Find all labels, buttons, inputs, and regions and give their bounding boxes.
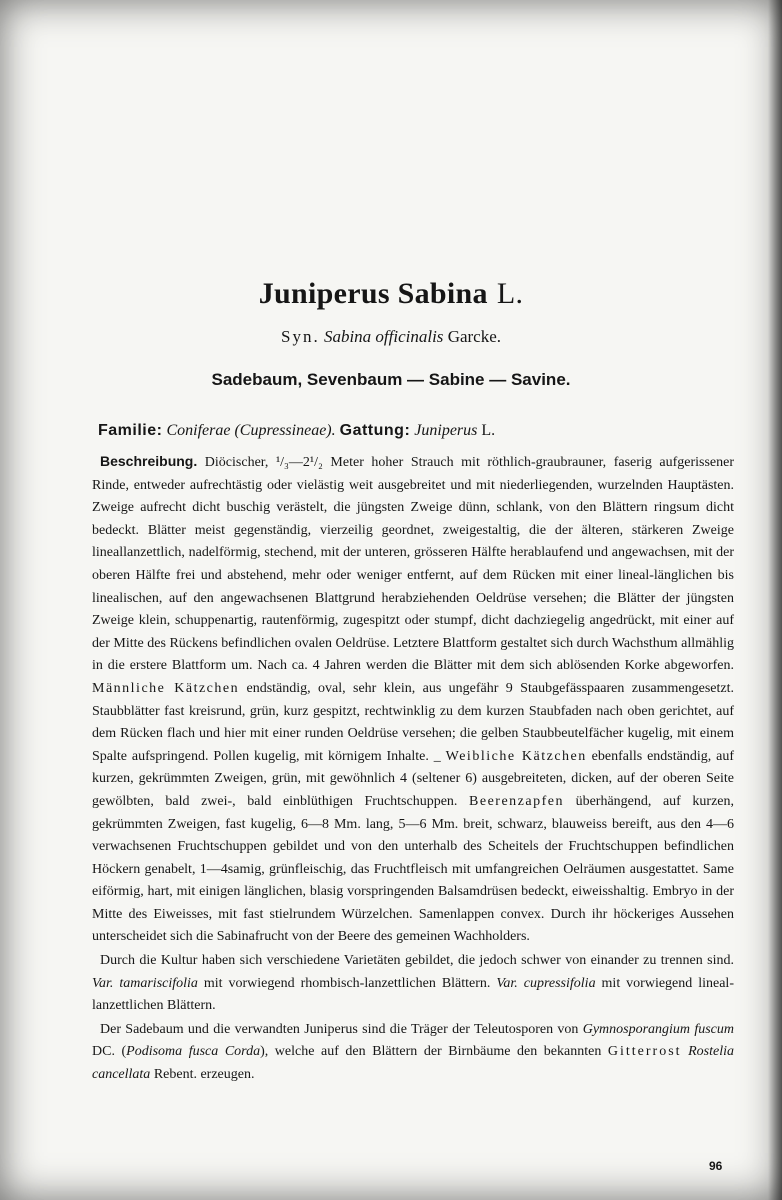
synonym-name: Sabina officinalis <box>323 327 444 346</box>
description-segment: Diöcischer, ¹/₃—2¹/₂ Meter hoher Strauch mit röthlich-graubrauner, faserig aufgerissener Rinde, entweder aufrechtästig oder vielästig weit ausgebreitet und mit niederliegenden, wurzelnden Hauptästen. Zweige aufrecht dicht buschig verästelt, die jüngsten Zweige dünn, schlank, von den Blättern ringsum dicht bedeckt. Blätter meist gegenständig, vierzeilig geordnet, zweigestaltig, die der älteren, stärkeren Zweige lineallanzettlich, nadelförmig, stechend, mit der unteren, grösseren Hälfte herablaufend und angewachsen, mit der oberen Hälfte frei und abstehend, mehr oder weniger entfernt, auf dem Rücken mit einer lineal-länglichen bis linealischen, auf den angewachsenen Blattgrund herabziehenden Oeldrüse versehen; die Blätter der jüngsten Zweige klein, schuppenartig, rautenförmig, zugespitzt oder stumpf, dicht dachziegelig angedrückt, mit einer auf der Mitte des Rückens befindlichen ovalen Oeldrüse. Letztere Blattform gestaltet sich durch Wachsthum allmählig in die erstere Blattform um. Nach ca. 4 Jahren werden die Blätter mit dem sich ablösenden Korke abgeworfen. <box>92 455 734 674</box>
variety-cupressifolia: Var. cupressifolia <box>496 975 596 991</box>
parasites-segment: ), welche auf den Blättern der Birnbäume den bekannten <box>260 1044 608 1060</box>
term-berry-cones: Beerenzapfen <box>469 793 564 809</box>
species-podisoma: Podisoma fusca Corda <box>126 1044 261 1060</box>
description-segment: ebenfalls endständig, auf kurzen, gekrümmten Zweigen, grün, mit gewöhnlich 4 (seltener 6) ausgebreiteten, dicken, auf der oberen Seite gewölbten, bald zwei-, bald einblüthigen Fruchtschuppen. <box>92 748 734 809</box>
term-male-catkins: Männliche Kätzchen <box>92 680 240 696</box>
variety-tamariscifolia: Var. tamariscifolia <box>92 975 198 991</box>
species-gymnosporangium: Gymnosporangium fuscum <box>582 1021 734 1037</box>
varieties-segment: mit vorwiegend lineal-lanzettlichen Blättern. <box>92 975 734 1014</box>
family-value: Coniferae (Cupressineae). <box>166 422 336 439</box>
synonym-line <box>0 327 782 347</box>
parasites-segment: Rebent. erzeugen. <box>150 1067 255 1083</box>
page-edge-shadow <box>768 0 782 1200</box>
term-gitterrost: Gitterrost <box>607 1044 682 1060</box>
title-species: Juniperus Sabina <box>258 277 488 310</box>
description-paragraph <box>92 450 734 949</box>
species-rostelia: Rostelia cancellata <box>92 1044 734 1083</box>
term-female-catkins: Weibliche Kätzchen <box>445 748 587 764</box>
parasites-segment: DC. ( <box>92 1044 127 1060</box>
varieties-segment: Durch die Kultur haben sich verschiedene Varietäten gebildet, die jedoch schwer von einander zu trennen sind. <box>100 953 734 969</box>
common-names: Sadebaum, Sevenbaum — Sabine — Savine. <box>211 370 571 389</box>
page-title <box>0 277 782 311</box>
parasites-paragraph <box>92 1019 734 1087</box>
classification-line <box>98 422 495 440</box>
description-lead: Beschreibung. <box>100 453 198 469</box>
genus-value: Juniperus <box>414 422 478 439</box>
parasites-segment: Der Sadebaum und die verwandten Juniperus sind die Träger der Teleutosporen von <box>100 1021 583 1037</box>
description-segment: endständig, oval, sehr klein, aus ungefähr 9 Staubgefässpaaren zusammengesetzt. Staubblätter fast kreisrund, grün, kurz gespitzt, rechtwinklig zu dem kurzen Staubfaden nach oben gerichtet, auf dem Rücken flach und hier mit einer runden Oeldrüse versehen; die gelben Staubbeutelfächer kugelig, mit einem Spalte aufspringend. Pollen kugelig, mit körnigem Inhalte. _ <box>92 680 734 764</box>
description-segment: überhängend, auf kurzen, gekrümmten Zweigen, fast kugelig, 6—8 Mm. lang, 5—6 Mm. breit, schwarz, blauweiss bereift, aus den 4—6 verwachsenen Fruchtschuppen gebildet und von den unterhalb des Scheitels der Fruchtschuppen befindlichen Höckern genabelt, 1—4samig, grünfleischig, das Fruchtfleisch mit umfangreichen Oelräumen ausgestattet. Same eiförmig, hart, mit einigen länglichen, blasig vorspringenden Balsamdrüsen bedeckt, eiweisshaltig. Embryo in der Mitte des Eiweisses, mit fast stielrundem Würzelchen. Samenlappen convex. Durch ihr höckeriges Aussehen unterscheidet sich die Sabinafrucht von der Beere des gemeinen Wachholders. <box>92 793 734 945</box>
genus-label: Gattung: <box>339 422 411 439</box>
synonym-prefix: Syn. <box>280 327 320 346</box>
family-label: Familie: <box>98 422 163 439</box>
body-text <box>92 450 734 1087</box>
title-author: L. <box>496 277 524 310</box>
varieties-segment: mit vorwiegend rhombisch-lanzettlichen Blättern. <box>197 975 497 991</box>
page-number: 96 <box>709 1159 723 1173</box>
varieties-paragraph <box>92 950 734 1018</box>
synonym-author: Garcke. <box>447 327 502 346</box>
genus-author: L. <box>481 422 496 439</box>
